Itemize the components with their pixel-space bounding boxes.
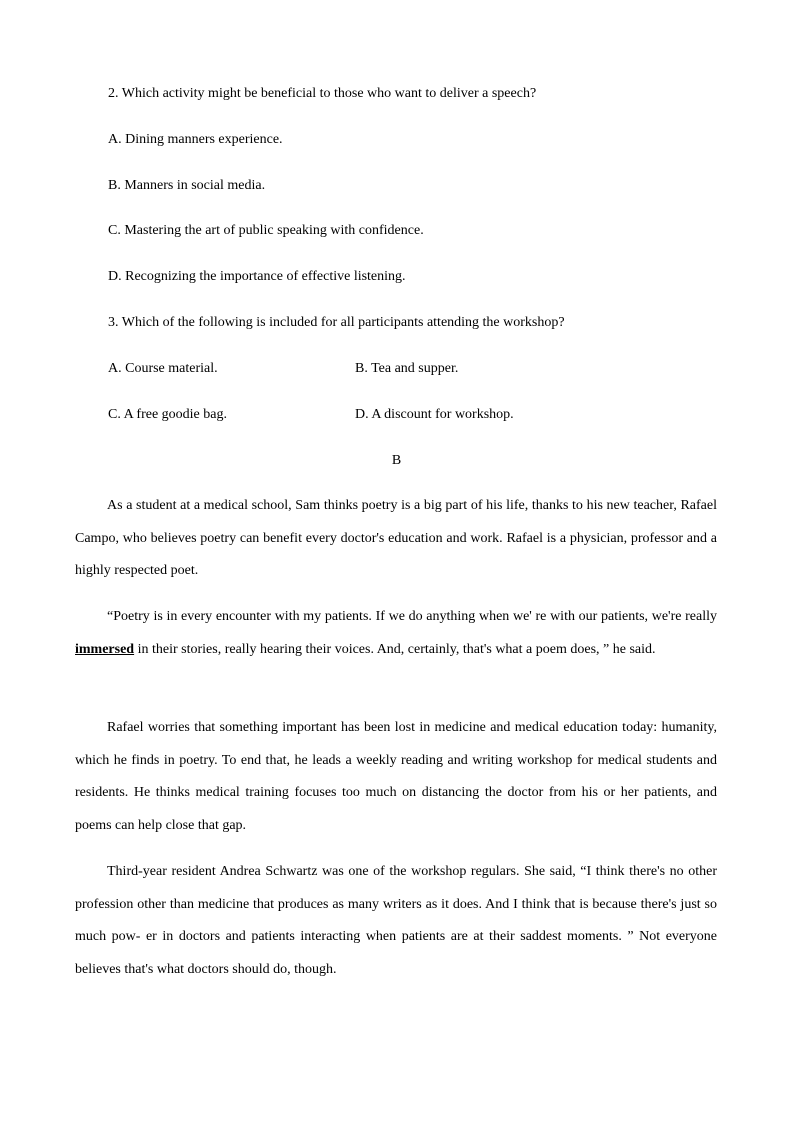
question-3-option-c: C. A free goodie bag. <box>108 407 227 422</box>
section-title: B <box>391 453 402 468</box>
question-3-option-d: D. A discount for workshop. <box>355 407 514 422</box>
passage-paragraph-1: As a student at a medical school, Sam thinks poetry is a big part of his life, thanks to his new teacher, Rafael Campo, who believes poetry can benefit every doctor's education and work. Rafael is a physician, professor and a highly respected poet. <box>75 498 717 578</box>
question-2-option-b: B. Manners in social media. <box>108 178 266 193</box>
question-3-option-b: B. Tea and supper. <box>355 361 459 376</box>
highlighted-word: immersed <box>75 641 135 657</box>
passage-paragraph-2 <box>75 601 717 666</box>
question-3-stem: 3. Which of the following is included for all participants attending the workshop? <box>108 315 565 330</box>
passage-paragraph-3: Rafael worries that something important has been lost in medicine and medical education today: humanity, which he finds in poetry. To end that, he leads a weekly reading and writing workshop for medical students and residents. He thinks medical training focuses too much on distancing the doctor from his or her patients, and poems can help close that gap. <box>75 720 717 833</box>
question-2-option-c: C. Mastering the art of public speaking with confidence. <box>108 223 424 238</box>
paragraph-2-text-after: in their stories, really hearing their voices. And, certainly, that's what a poem does, ” he said. <box>134 641 656 657</box>
question-3-option-a: A. Course material. <box>108 361 218 376</box>
paragraph-2-text-before: “Poetry is in every encounter with my patients. If we do anything when we' re with our patients, we're really <box>107 609 717 624</box>
question-2-option-a: A. Dining manners experience. <box>108 132 283 147</box>
question-2-option-d: D. Recognizing the importance of effective listening. <box>108 269 406 284</box>
passage-paragraph-4: Third-year resident Andrea Schwartz was one of the workshop regulars. She said, “I think there's no other profession other than medicine that produces as many writers as it does. And I think that is because there's just so much pow- er in doctors and patients interacting when patients are at their saddest moments. ” Not everyone believes that's what doctors should do, though. <box>75 864 717 977</box>
question-2-stem: 2. Which activity might be beneficial to those who want to deliver a speech? <box>108 86 537 101</box>
